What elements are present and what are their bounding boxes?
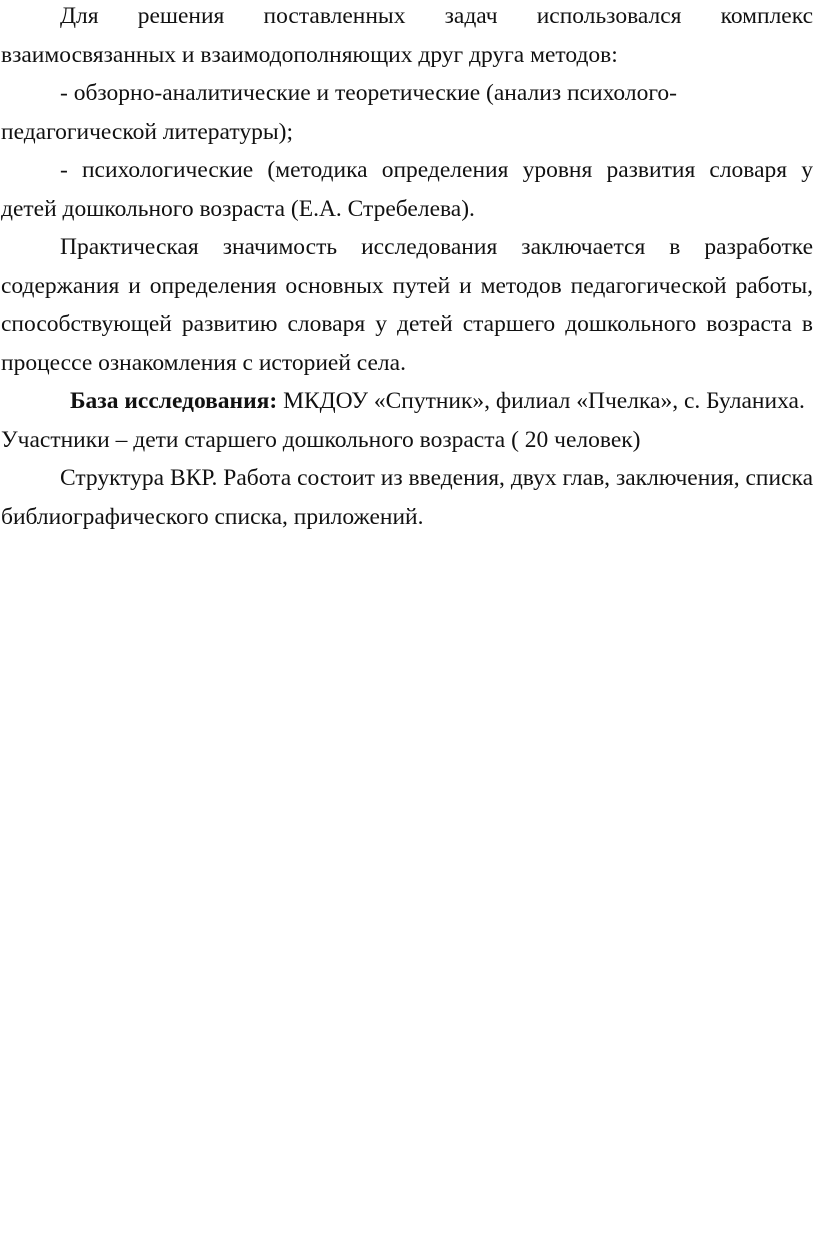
research-base-value: МКДОУ «Спутник», филиал «Пчелка», с. Буланиха. [277,388,805,414]
paragraph-practical-significance: Практическая значимость исследования заключается в разработке содержания и определения основных путей и методов педагогической работы, способствующей развитию словаря у детей старшего дошкольного возраста в процессе ознакомления с историей села. [1,234,813,376]
paragraph-participants: Участники – дети старшего дошкольного возраста ( 20 человек) [1,426,641,453]
research-base-label: База исследования: [70,388,278,414]
paragraph-methods-intro: Для решения поставленных задач использовался комплекс взаимосвязанных и взаимодополняющих друг друга методов: [1,3,813,68]
paragraph-structure: Структура ВКР. Работа состоит из введения, двух глав, заключения, списка библиографического списка, приложений. [1,465,813,530]
document-body [1,0,813,536]
paragraph-method-review: - обзорно-аналитические и теоретические (анализ психолого-педагогической литературы); [1,80,677,145]
paragraph-research-base [1,382,813,421]
paragraph-method-psych: - психологические (методика определения уровня развития словаря у детей дошкольного возраста (Е.А. Стребелева). [1,157,813,222]
